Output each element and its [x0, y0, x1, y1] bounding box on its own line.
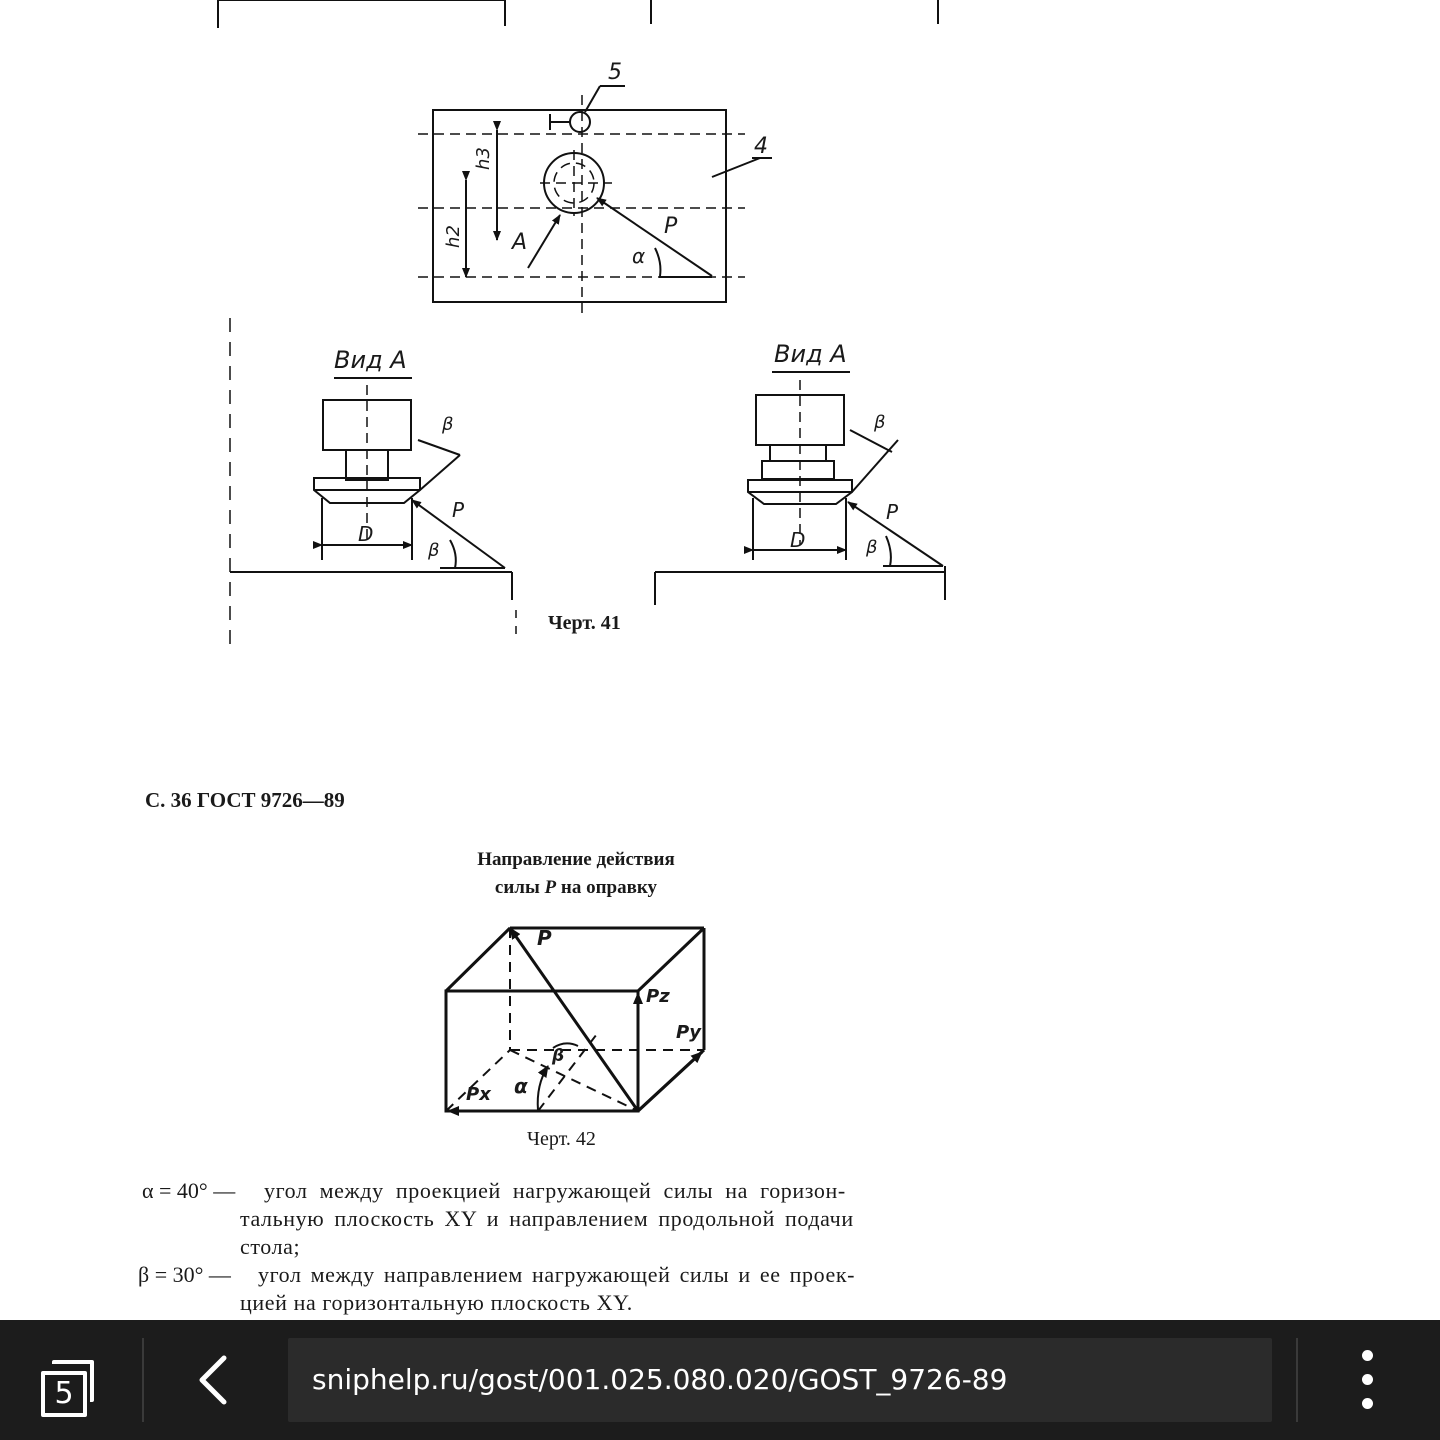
figure-42-title-pre: силы: [494, 877, 540, 898]
definition-alpha-line1: угол между проекцией нагружающей силы на горизон-: [264, 1178, 846, 1203]
arrow-a-label: A: [512, 230, 528, 255]
figure-42-title-line1: Направление действия: [477, 849, 675, 870]
dimension-h3-label: h3: [472, 147, 494, 170]
tabs-button[interactable]: [30, 1350, 110, 1430]
figure-42-py-label: Py: [676, 1022, 701, 1043]
angle-alpha-label: α: [632, 244, 646, 268]
page-header: С. 36 ГОСТ 9726—89: [145, 788, 345, 812]
figure-42-title-post: на оправку: [560, 877, 658, 898]
figure-42-pz-label: Pz: [646, 986, 670, 1007]
toolbar-divider: [142, 1338, 144, 1422]
figure-42-title-var: P: [544, 877, 557, 898]
definition-alpha-line3: стола;: [240, 1234, 301, 1259]
figure-42-beta-label: β: [552, 1046, 565, 1066]
definition-beta-symbol: β = 30° —: [138, 1262, 231, 1287]
view-a-right-beta-top: β: [874, 412, 886, 433]
back-arrow-icon: [180, 1350, 250, 1410]
view-a-left-title: Вид А: [334, 346, 407, 374]
address-bar[interactable]: sniphelp.ru/gost/001.025.080.020/GOST_9726-89: [288, 1338, 1272, 1422]
view-a-right-title: Вид А: [774, 340, 847, 368]
definition-beta-line2: цией на горизонтальную плоскость XY.: [240, 1290, 633, 1315]
view-a-left-beta-top: β: [442, 414, 454, 435]
callout-4-label: 4: [754, 134, 768, 159]
view-a-left-beta-bottom: β: [428, 540, 440, 561]
figure-42-px-label: Px: [466, 1084, 491, 1105]
back-button[interactable]: [180, 1350, 250, 1410]
view-a-right-beta-bottom: β: [866, 537, 878, 558]
definition-alpha-symbol: α = 40° —: [142, 1178, 236, 1203]
figure-42-alpha-label: α: [514, 1074, 528, 1098]
callout-5-label: 5: [608, 60, 622, 85]
overflow-menu-button[interactable]: [1340, 1344, 1396, 1416]
browser-bottom-bar: [0, 1320, 1440, 1440]
definition-beta-line1: угол между направлением нагружающей силы и ее проек-: [258, 1262, 856, 1287]
view-a-left-p-label: P: [452, 498, 465, 522]
definition-alpha-line2: тальную плоскость XY и направлением продольной подачи: [240, 1206, 854, 1231]
dimension-h2-label: h2: [442, 225, 464, 248]
view-a-left-d-label: D: [358, 522, 374, 546]
toolbar-divider: [1296, 1338, 1298, 1422]
view-a-right-p-label: P: [886, 500, 899, 524]
figure-41-caption: Черт. 41: [548, 612, 621, 634]
figure-42-caption: Черт. 42: [527, 1128, 596, 1150]
view-a-right-d-label: D: [790, 528, 806, 552]
figure-42-force-p-label: P: [537, 926, 552, 950]
force-p-label: P: [664, 214, 678, 239]
tab-count-badge: 5: [41, 1371, 87, 1417]
